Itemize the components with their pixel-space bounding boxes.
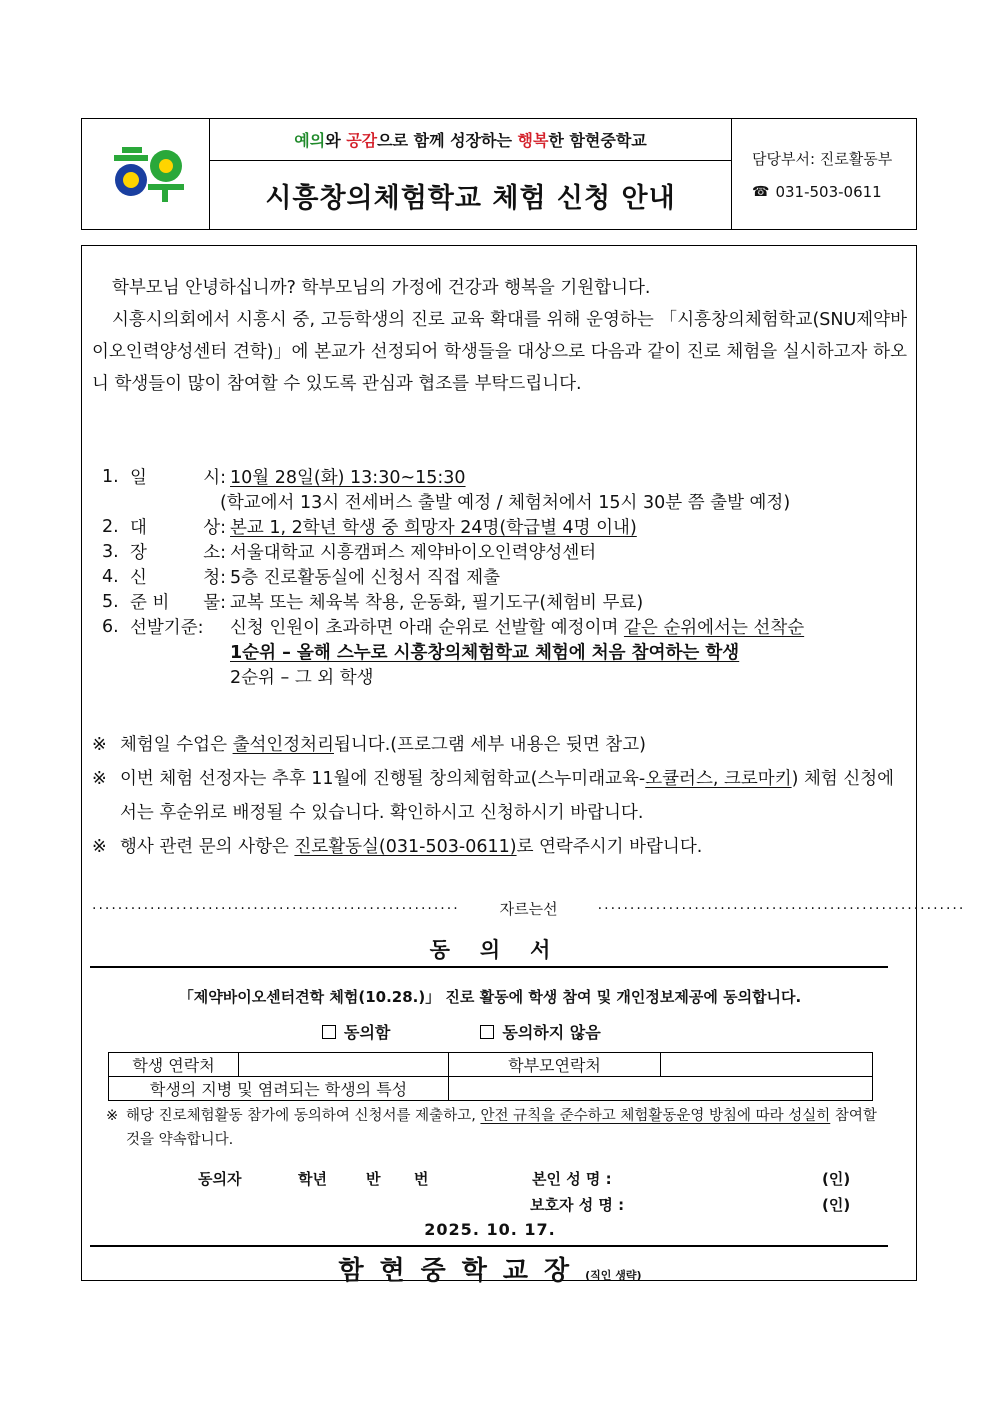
detail-number: 1. <box>102 466 119 487</box>
note-part: 행사 관련 문의 사항은 <box>120 837 295 857</box>
disagree-checkbox[interactable] <box>480 1025 494 1039</box>
detail-label: 선발기준: <box>130 618 204 638</box>
detail-number: 4. <box>102 566 119 587</box>
selection-first-come: 같은 순위에서는 선착순 <box>623 618 805 638</box>
detail-target <box>102 514 902 539</box>
slogan-word-courtesy: 예의 <box>294 131 326 150</box>
cut-line-label <box>460 898 598 919</box>
detail-label-part: 준 비 <box>130 593 170 613</box>
detail-value: 서울대학교 시흥캠퍼스 제약바이오인력양성센터 <box>230 543 597 563</box>
slogan-text-3: 한 함현중학교 <box>548 131 647 150</box>
consent-title-rule <box>90 966 888 968</box>
intro-greeting: 학부모님 안녕하십니까? 학부모님의 가정에 건강과 행복을 기원합니다. <box>112 278 651 298</box>
note-highlight: 안전 규칙을 준수하고 체험활동운영 방침에 따라 성실히 <box>480 1108 831 1124</box>
note-mark: ※ <box>92 769 107 789</box>
disagree-label: 동의하지 않음 <box>502 1023 601 1042</box>
note-mark: ※ <box>92 837 107 857</box>
school-slogan <box>210 119 731 161</box>
slogan-text-1: 와 <box>325 131 347 150</box>
detail-value: 교복 또는 체육복 착용, 운동화, 필기도구(체험비 무료) <box>230 593 644 613</box>
principal-title: 함현중학교장 <box>338 1256 586 1286</box>
note-mark: ※ <box>92 735 107 755</box>
note-part: 됩니다.(프로그램 세부 내용은 뒷면 참고) <box>334 735 646 755</box>
event-details <box>102 464 902 689</box>
title-cell <box>210 119 732 229</box>
note-part: 해당 진로체험활동 참가에 동의하여 신청서를 제출하고, <box>126 1108 481 1124</box>
class-label: 반 <box>366 1170 381 1188</box>
phone-row <box>752 183 916 201</box>
phone-number: 031-503-0611 <box>775 182 882 201</box>
document-header <box>81 118 917 230</box>
principal-seal-note: (직인 생략) <box>585 1269 642 1282</box>
self-seal[interactable]: (인) <box>822 1170 851 1188</box>
detail-label-part: 시: <box>203 468 226 488</box>
detail-label-part: 소: <box>203 543 226 563</box>
detail-label-part: 일 <box>130 468 147 488</box>
number-label: 번 <box>414 1170 429 1188</box>
note-highlight: 오큘러스, 크로마키 <box>645 769 792 789</box>
detail-place <box>102 539 902 564</box>
disagree-option[interactable] <box>480 1020 600 1043</box>
detail-value <box>226 614 902 639</box>
signer-label: 동의자 <box>198 1170 242 1188</box>
note-contact <box>92 830 907 864</box>
student-contact-field[interactable] <box>239 1053 449 1077</box>
rank-2: 2순위 – 그 외 학생 <box>230 668 374 688</box>
guardian-name-label: 보호자 성 명 : <box>530 1196 625 1214</box>
school-logo-cell <box>82 119 210 229</box>
detail-label-part: 신 <box>130 568 147 588</box>
grade-label: 학년 <box>298 1170 327 1188</box>
detail-label <box>130 539 226 564</box>
note-part: ) 체험 신청에서는 후순위로 배정될 수 있습니다. 확인하시고 신청하시기 바랍니다. <box>120 769 895 823</box>
note-part: 이번 체험 선정자는 추후 11월에 진행될 창의체험학교(스누미래교육- <box>120 769 646 789</box>
parent-contact-label: 학부모연락처 <box>449 1053 661 1077</box>
detail-label-part: 상: <box>203 518 226 538</box>
student-contact-label: 학생 연락처 <box>109 1053 239 1077</box>
cut-line-char: 선 <box>543 900 558 918</box>
guardian-seal[interactable]: (인) <box>822 1196 851 1214</box>
school-logo-icon <box>106 144 186 204</box>
document-date: 2025. 10. 17. <box>424 1220 556 1239</box>
agreement-note <box>106 1104 886 1152</box>
cut-line-char: 르 <box>514 900 529 918</box>
note-text <box>120 728 646 762</box>
notes-section <box>92 728 907 864</box>
note-mark: ※ <box>106 1108 119 1124</box>
cut-line-dots-left: ························································· <box>92 900 460 917</box>
slogan-word-empathy: 공감 <box>346 131 378 150</box>
agree-checkbox[interactable] <box>322 1025 336 1039</box>
detail-value: 본교 1, 2학년 학생 중 희망자 24명(학급별 4명 이내) <box>230 518 637 538</box>
phone-icon: ☎ <box>752 183 770 200</box>
note-part: 체험일 수업은 <box>120 735 233 755</box>
note-priority <box>92 762 907 830</box>
health-note-label: 학생의 지병 및 염려되는 학생의 특성 <box>109 1077 449 1101</box>
detail-number: 3. <box>102 541 119 562</box>
contact-table <box>108 1052 873 1101</box>
note-part: 참여할 것을 약속합니다. <box>126 1108 877 1148</box>
parent-contact-field[interactable] <box>661 1053 873 1077</box>
consent-options <box>322 1020 601 1043</box>
note-highlight: 출석인정처리 <box>232 735 334 755</box>
detail-date <box>102 464 902 489</box>
cut-line-char: 는 <box>528 900 544 918</box>
table-row <box>109 1053 873 1077</box>
document-body <box>81 245 966 1286</box>
detail-label-part: 장 <box>130 543 147 563</box>
detail-selection <box>102 614 902 639</box>
detail-label-part: 물: <box>203 593 226 613</box>
rank-1: 1순위 – 올해 스누로 시흥창의체험학교 체험에 처음 참여하는 학생 <box>230 643 740 663</box>
detail-supplies <box>102 589 902 614</box>
intro-description: 시흥시의회에서 시흥시 중, 고등학생의 진로 교육 확대를 위해 운영하는 「시흥창의체험학교(SNU제약바이오인력양성센터 견학)」에 본교가 선정되어 학생들을 대상으로 다음과 같이 진로 체험을 실시하고자 하오니 학생들이 많이 참여할 수 있도록 관심과 협조를 부탁드립니다. <box>92 310 907 394</box>
detail-number: 5. <box>102 591 119 612</box>
self-name-label: 본인 성 명 : <box>532 1170 612 1188</box>
agree-option[interactable] <box>322 1020 390 1043</box>
consent-statement: 「제약바이오센터견학 체험(10.28.)」 진로 활동에 학생 참여 및 개인정보제공에 동의합니다. <box>178 988 802 1006</box>
consent-title: 동의서 <box>429 938 581 962</box>
note-highlight: 진로활동실(031-503-0611) <box>294 837 517 857</box>
detail-label-part: 대 <box>130 518 147 538</box>
detail-value: 5층 진로활동실에 신청서 직접 제출 <box>230 568 501 588</box>
detail-apply <box>102 564 902 589</box>
health-note-field[interactable] <box>449 1077 873 1101</box>
detail-number: 2. <box>102 516 119 537</box>
detail-label <box>130 589 226 614</box>
cut-line-char: 자 <box>499 900 515 918</box>
note-part: 로 연락주시기 바랍니다. <box>516 837 703 857</box>
detail-label <box>130 514 226 539</box>
detail-label <box>130 464 226 489</box>
detail-date-sub: (학교에서 13시 전세버스 출발 예정 / 체험처에서 15시 30분 쯤 출발 예정) <box>220 493 791 513</box>
detail-label <box>130 564 226 589</box>
detail-value: 10월 28일(화) 13:30~15:30 <box>230 468 466 488</box>
page-title: 시흥창의체험학교 체험 신청 안내 <box>265 182 676 214</box>
department-label: 담당부서: 진로활동부 <box>752 149 893 168</box>
selection-text: 신청 인원이 초과하면 아래 순위로 선발할 예정이며 <box>230 618 624 638</box>
cut-line <box>92 898 966 919</box>
slogan-word-happiness: 행복 <box>517 131 549 150</box>
principal-signature <box>90 1250 890 1287</box>
department-cell <box>732 119 916 229</box>
note-attendance <box>92 728 907 762</box>
note-text <box>120 762 907 830</box>
detail-number: 6. <box>102 616 119 637</box>
cut-line-dots-right: ························································· <box>597 900 966 917</box>
detail-label-part: 청: <box>203 568 226 588</box>
slogan-text-2: 으로 함께 성장하는 <box>377 131 518 150</box>
intro-section <box>92 272 907 400</box>
agreement-note-text <box>126 1104 886 1152</box>
note-text <box>120 830 702 864</box>
agree-label: 동의함 <box>344 1023 391 1042</box>
table-row <box>109 1077 873 1101</box>
date-rule <box>90 1245 888 1247</box>
